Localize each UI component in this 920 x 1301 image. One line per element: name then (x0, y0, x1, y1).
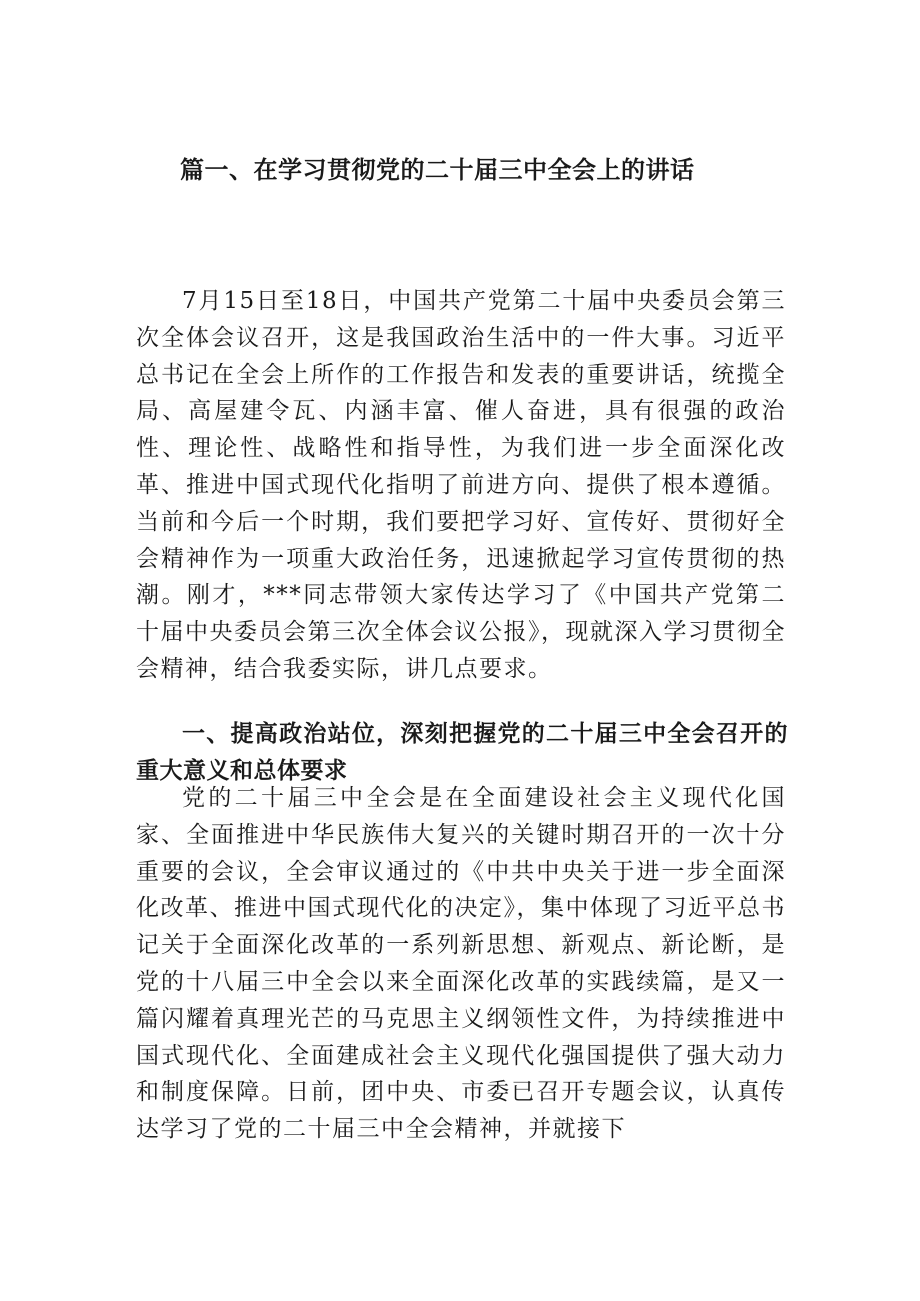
section-heading: 一、提高政治站位，深刻把握党的二十届三中全会召开的重大意义和总体要求 (136, 721, 788, 784)
section-paragraph: 党的二十届三中全会是在全面建设社会主义现代化国家、全面推进中华民族伟大复兴的关键时期召开的一次十分重要的会议，全会审议通过的《中共中央关于进一步全面深化改革、推进中国式现代化的决定》，集中体现了习近平总书记关于全面深化改革的一系列新思想、新观点、新论断，是党的十八届三中全会以来全面深化改革的实践续篇，是又一篇闪耀着真理光芒的马克思主义纲领性文件，为持续推进中国式现代化、全面建成社会主义现代化强国提供了强大动力和制度保障。日前，团中央、市委已召开专题会议，认真传达学习了党的二十届三中全会精神，并就接下 (136, 785, 786, 1143)
document-title: 篇一、在学习贯彻党的二十届三中全会上的讲话 (180, 156, 695, 184)
intro-paragraph: 7月15日至18日，中国共产党第二十届中央委员会第三次全体会议召开，这是我国政治生活中的一件大事。习近平总书记在全会上所作的工作报告和发表的重要讲话，统揽全局、高屋建令瓦、内涵丰富、催人奋进，具有很强的政治性、理论性、战略性和指导性，为我们进一步全面深化改革、推进中国式现代化指明了前进方向、提供了根本遵循。当前和今后一个时期，我们要把学习好、宣传好、贯彻好全会精神作为一项重大政治任务，迅速掀起学习宣传贯彻的热潮。刚才，***同志带领大家传达学习了《中国共产党第二十届中央委员会第三次全体会议公报》，现就深入学习贯彻全会精神，结合我委实际，讲几点要求。 (136, 288, 786, 682)
